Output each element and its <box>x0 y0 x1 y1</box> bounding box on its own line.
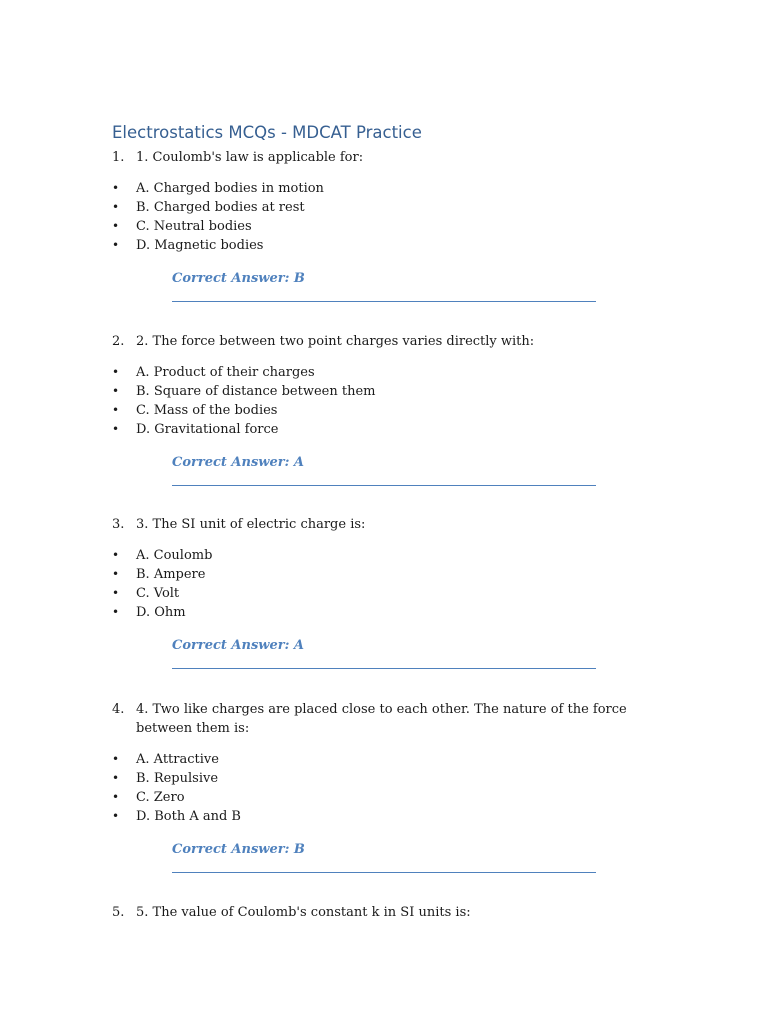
bullet-icon: • <box>112 219 120 233</box>
option-item <box>112 603 662 622</box>
question-text: 5. The value of Coulomb's constant k in SI units is: <box>136 905 471 920</box>
option-item <box>112 769 662 788</box>
question-number: 4. <box>112 702 125 717</box>
option-list <box>112 179 662 255</box>
question-text: 1. Coulomb's law is applicable for: <box>136 150 364 165</box>
option-label: A. Attractive <box>136 752 219 767</box>
option-label: A. Charged bodies in motion <box>136 181 324 196</box>
question-item <box>112 148 662 302</box>
question-number: 2. <box>112 334 125 349</box>
bullet-icon: • <box>112 605 120 619</box>
document-title: Electrostatics MCQs - MDCAT Practice <box>112 123 422 142</box>
option-label: C. Zero <box>136 790 185 805</box>
correct-answer: Correct Answer: B <box>172 271 305 286</box>
option-item <box>112 198 662 217</box>
divider-line <box>172 485 596 486</box>
bullet-icon: • <box>112 403 120 417</box>
option-item <box>112 788 662 807</box>
option-item <box>112 750 662 769</box>
question-item <box>112 332 662 486</box>
option-item <box>112 363 662 382</box>
question-line <box>112 515 662 534</box>
option-label: C. Mass of the bodies <box>136 403 278 418</box>
question-item <box>112 700 662 873</box>
divider-line <box>172 668 596 669</box>
bullet-icon: • <box>112 548 120 562</box>
option-item <box>112 807 662 826</box>
bullet-icon: • <box>112 586 120 600</box>
bullet-icon: • <box>112 809 120 823</box>
option-label: A. Coulomb <box>136 548 213 563</box>
bullet-icon: • <box>112 752 120 766</box>
option-label: A. Product of their charges <box>136 365 315 380</box>
bullet-icon: • <box>112 790 120 804</box>
option-item <box>112 420 662 439</box>
option-label: D. Gravitational force <box>136 422 279 437</box>
option-label: B. Ampere <box>136 567 206 582</box>
correct-answer: Correct Answer: A <box>172 455 305 470</box>
option-label: C. Neutral bodies <box>136 219 252 234</box>
question-number: 3. <box>112 517 125 532</box>
option-item <box>112 565 662 584</box>
question-item <box>112 515 662 669</box>
divider-line <box>172 872 596 873</box>
question-line <box>112 332 662 351</box>
option-item <box>112 546 662 565</box>
option-item <box>112 236 662 255</box>
question-text: 3. The SI unit of electric charge is: <box>136 517 366 532</box>
divider-line <box>172 301 596 302</box>
question-line <box>112 148 662 167</box>
question-line <box>112 903 662 922</box>
bullet-icon: • <box>112 422 120 436</box>
bullet-icon: • <box>112 384 120 398</box>
option-list <box>112 750 662 826</box>
option-label: B. Square of distance between them <box>136 384 376 399</box>
option-item <box>112 382 662 401</box>
option-label: D. Magnetic bodies <box>136 238 264 253</box>
bullet-icon: • <box>112 567 120 581</box>
option-label: B. Repulsive <box>136 771 219 786</box>
option-label: D. Ohm <box>136 605 186 620</box>
bullet-icon: • <box>112 365 120 379</box>
option-item <box>112 217 662 236</box>
option-item <box>112 401 662 420</box>
question-number: 1. <box>112 150 125 165</box>
option-label: C. Volt <box>136 586 180 601</box>
option-label: B. Charged bodies at rest <box>136 200 305 215</box>
question-line <box>112 700 662 738</box>
correct-answer: Correct Answer: A <box>172 638 305 653</box>
bullet-icon: • <box>112 181 120 195</box>
question-number: 5. <box>112 905 125 920</box>
bullet-icon: • <box>112 771 120 785</box>
correct-answer: Correct Answer: B <box>172 842 305 857</box>
bullet-icon: • <box>112 238 120 252</box>
option-item <box>112 179 662 198</box>
question-text: 4. Two like charges are placed close to each other. The nature of the force between them is: <box>136 702 627 736</box>
option-item <box>112 584 662 603</box>
option-list <box>112 546 662 622</box>
question-text: 2. The force between two point charges varies directly with: <box>136 334 535 349</box>
option-list <box>112 363 662 439</box>
option-label: D. Both A and B <box>136 809 241 824</box>
question-item <box>112 903 662 922</box>
bullet-icon: • <box>112 200 120 214</box>
